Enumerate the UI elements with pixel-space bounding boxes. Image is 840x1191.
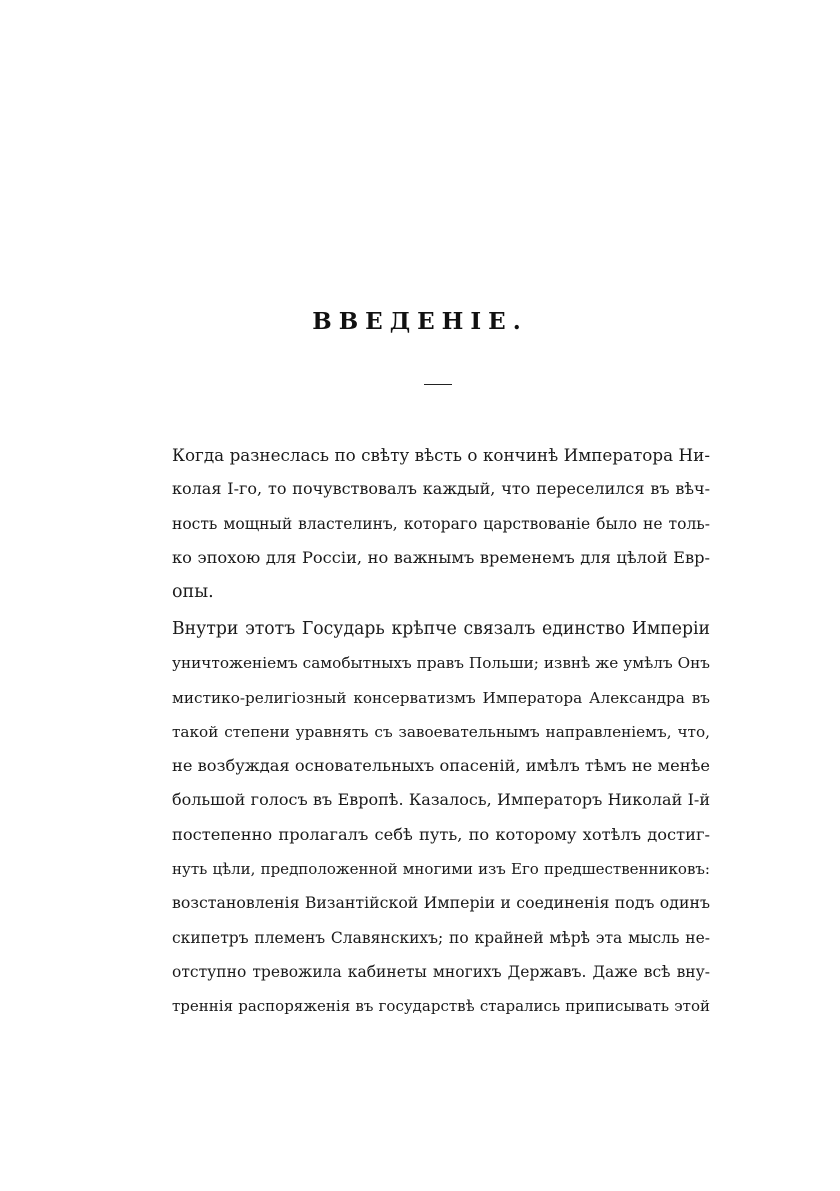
text-line: большой голосъ въ Европѣ. Казалось, Императоръ Николай I-й (172, 790, 710, 810)
chapter-title: ВВЕДЕНІЕ. (312, 308, 528, 335)
text-line: мистико-религіозный консерватизмъ Императора Александра въ (172, 688, 710, 707)
paragraph-2 (172, 612, 710, 1024)
text-line: уничтоженіемъ самобытныхъ правъ Польши; извнѣ же умѣлъ Онъ (172, 654, 710, 673)
text-line: ко эпохою для Россіи, но важнымъ временемъ для цѣлой Евр- (172, 547, 710, 567)
text-line: постепенно пролагалъ себѣ путь, по которому хотѣлъ достиг- (172, 824, 710, 844)
paragraph-1 (172, 438, 710, 609)
text-line: скипетръ племенъ Славянскихъ; по крайней мѣрѣ эта мысль не- (172, 928, 710, 947)
text-line: Когда разнеслась по свѣту вѣсть о кончинѣ Императора Ни- (172, 445, 710, 465)
text-line: возстановленія Византійской Имперіи и соединенія подъ одинъ (172, 893, 710, 913)
text-line: нуть цѣли, предположенной многими изъ Его предшественниковъ: (172, 860, 710, 879)
text-line: Внутри этотъ Государь крѣпче связалъ единство Имперіи (172, 619, 710, 639)
text-line: отступно тревожила кабинеты многихъ Державъ. Даже всѣ вну- (172, 962, 710, 981)
title-divider (424, 384, 452, 385)
text-line: такой степени уравнять съ завоевательнымъ направленіемъ, что, (172, 722, 710, 741)
text-line: ность мощный властелинъ, котораго царствованіе было не толь- (172, 514, 710, 533)
text-line: треннія распоряженія въ государствѣ старались приписывать этой (172, 997, 710, 1016)
text-line: колая I-го, то почувствовалъ каждый, что переселился въ вѣч- (172, 479, 710, 499)
text-line: не возбуждая основательныхъ опасеній, имѣлъ тѣмъ не менѣе (172, 756, 710, 776)
text-line: опы. (172, 582, 214, 603)
